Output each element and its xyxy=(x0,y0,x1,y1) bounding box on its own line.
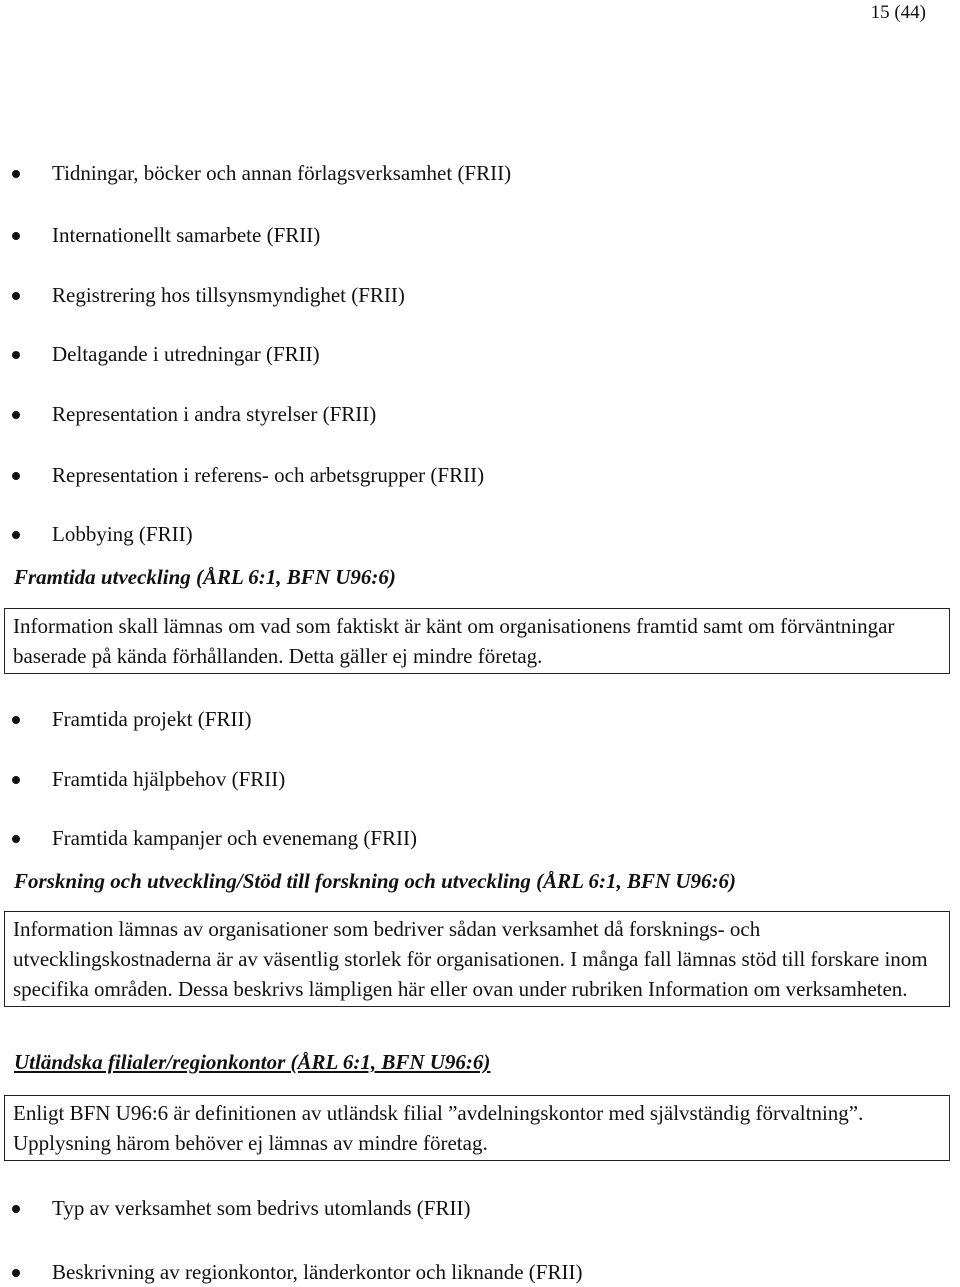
bullet-icon xyxy=(12,716,20,724)
list-item-text: Framtida kampanjer och evenemang (FRII) xyxy=(52,826,418,850)
bullet-icon xyxy=(12,531,20,539)
info-box-future: Information skall lämnas om vad som faktiskt är känt om organisationens framtid samt om förväntningar baserade på kända förhållanden. Detta gäller ej mindre företag. xyxy=(4,608,950,674)
bullet-icon xyxy=(12,835,20,843)
list-item-text: Tidningar, böcker och annan förlagsverksamhet (FRII) xyxy=(52,161,512,185)
list-item-text: Beskrivning av regionkontor, länderkontor och liknande (FRII) xyxy=(52,1260,583,1284)
list-item-text: Framtida hjälpbehov (FRII) xyxy=(52,767,286,791)
bullet-icon xyxy=(12,351,20,359)
list-item-text: Lobbying (FRII) xyxy=(52,522,193,546)
bullet-icon xyxy=(12,411,20,419)
bullet-icon xyxy=(12,776,20,784)
bullet-icon xyxy=(12,1269,20,1277)
bullet-icon xyxy=(12,232,20,240)
bullet-icon xyxy=(12,472,20,480)
list-item-text: Framtida projekt (FRII) xyxy=(52,707,252,731)
info-box-foreign: Enligt BFN U96:6 är definitionen av utländsk filial ”avdelningskontor med självständig förvaltning”. Upplysning härom behöver ej lämnas av mindre företag. xyxy=(4,1095,950,1161)
list-item-text: Representation i andra styrelser (FRII) xyxy=(52,402,377,426)
bullet-icon xyxy=(12,170,20,178)
info-box-research: Information lämnas av organisationer som bedriver sådan verksamhet då forsknings- och utvecklingskostnaderna är av väsentlig storlek för organisationen. I många fall lämnas stöd till forskare inom specifika områden. Dessa beskrivs lämpligen här eller ovan under rubriken Information om verksamheten. xyxy=(4,911,950,1007)
bullet-icon xyxy=(12,292,20,300)
bullet-icon xyxy=(12,1205,20,1213)
list-item-text: Registrering hos tillsynsmyndighet (FRII) xyxy=(52,283,405,307)
section-heading-research: Forskning och utveckling/Stöd till forskning och utveckling (ÅRL 6:1, BFN U96:6) xyxy=(14,869,737,893)
page-number: 15 (44) xyxy=(870,2,926,23)
list-item-text: Deltagande i utredningar (FRII) xyxy=(52,342,320,366)
section-heading-future: Framtida utveckling (ÅRL 6:1, BFN U96:6) xyxy=(14,565,396,589)
list-item-text: Internationellt samarbete (FRII) xyxy=(52,223,321,247)
list-item-text: Representation i referens- och arbetsgrupper (FRII) xyxy=(52,463,485,487)
section-heading-foreign: Utländska filialer/regionkontor (ÅRL 6:1, BFN U96:6) xyxy=(14,1050,491,1074)
list-item-text: Typ av verksamhet som bedrivs utomlands (FRII) xyxy=(52,1196,471,1220)
